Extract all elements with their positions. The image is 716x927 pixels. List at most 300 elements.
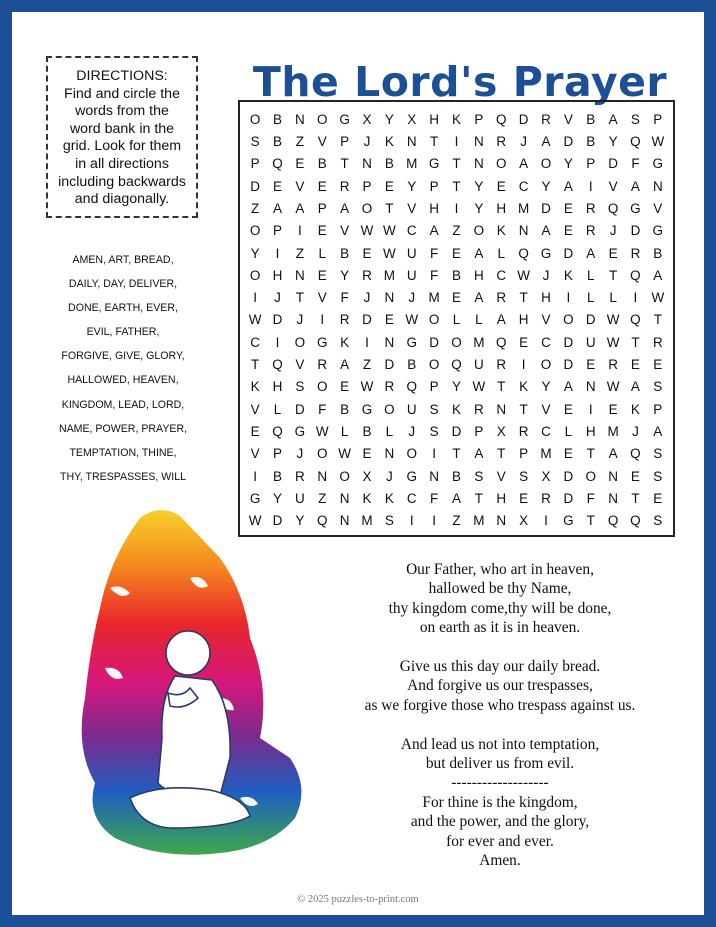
- grid-letter[interactable]: T: [631, 491, 640, 507]
- grid-letter[interactable]: P: [317, 200, 327, 216]
- grid-letter[interactable]: O: [451, 334, 462, 350]
- grid-letter[interactable]: Q: [406, 379, 418, 395]
- grid-letter[interactable]: J: [296, 312, 304, 328]
- grid-letter[interactable]: K: [384, 491, 394, 507]
- grid-letter[interactable]: N: [384, 446, 395, 462]
- grid-letter[interactable]: O: [317, 446, 328, 462]
- grid-letter[interactable]: T: [452, 446, 461, 462]
- grid-letter[interactable]: S: [429, 401, 439, 417]
- grid-letter[interactable]: O: [317, 111, 328, 127]
- grid-letter[interactable]: J: [520, 133, 527, 149]
- grid-letter[interactable]: R: [652, 334, 663, 350]
- grid-letter[interactable]: X: [496, 424, 506, 440]
- grid-letter[interactable]: P: [362, 178, 372, 194]
- grid-letter[interactable]: P: [474, 424, 484, 440]
- grid-letter[interactable]: T: [519, 290, 528, 306]
- grid-letter[interactable]: R: [630, 245, 641, 261]
- grid-letter[interactable]: J: [274, 290, 281, 306]
- grid-letter[interactable]: D: [563, 357, 574, 373]
- grid-letter[interactable]: R: [295, 468, 305, 484]
- grid-letter[interactable]: R: [496, 290, 507, 306]
- grid-letter[interactable]: D: [295, 401, 305, 417]
- grid-letter[interactable]: F: [631, 156, 640, 172]
- grid-letter[interactable]: K: [630, 401, 640, 417]
- grid-letter[interactable]: I: [432, 446, 436, 462]
- grid-letter[interactable]: S: [295, 379, 305, 395]
- grid-letter[interactable]: T: [340, 156, 349, 172]
- grid-letter[interactable]: S: [250, 133, 260, 149]
- grid-letter[interactable]: R: [384, 379, 395, 395]
- grid-letter[interactable]: E: [563, 446, 573, 462]
- grid-letter[interactable]: R: [541, 491, 551, 507]
- grid-letter[interactable]: N: [473, 156, 484, 172]
- grid-letter[interactable]: G: [249, 491, 261, 507]
- grid-letter[interactable]: A: [541, 133, 551, 149]
- grid-letter[interactable]: O: [361, 200, 373, 216]
- grid-letter[interactable]: W: [315, 424, 329, 440]
- grid-letter[interactable]: Q: [518, 245, 529, 261]
- grid-letter[interactable]: E: [384, 178, 394, 194]
- grid-letter[interactable]: R: [473, 401, 484, 417]
- grid-letter[interactable]: I: [298, 223, 302, 239]
- grid-letter[interactable]: W: [405, 312, 419, 328]
- grid-letter[interactable]: D: [541, 200, 551, 216]
- grid-letter[interactable]: V: [407, 200, 417, 216]
- grid-letter[interactable]: L: [340, 424, 349, 440]
- grid-letter[interactable]: H: [272, 379, 283, 395]
- grid-letter[interactable]: A: [474, 446, 484, 462]
- grid-letter[interactable]: E: [608, 401, 618, 417]
- grid-letter[interactable]: N: [518, 223, 529, 239]
- grid-letter[interactable]: E: [317, 223, 327, 239]
- grid-letter[interactable]: N: [362, 156, 372, 172]
- grid-letter[interactable]: R: [608, 357, 618, 373]
- grid-letter[interactable]: R: [362, 267, 372, 283]
- grid-letter[interactable]: E: [586, 357, 596, 373]
- grid-letter[interactable]: V: [250, 446, 260, 462]
- grid-letter[interactable]: T: [497, 379, 506, 395]
- grid-letter[interactable]: I: [253, 290, 258, 306]
- grid-letter[interactable]: D: [608, 156, 618, 172]
- grid-letter[interactable]: P: [653, 401, 663, 417]
- grid-letter[interactable]: Y: [340, 267, 350, 283]
- grid-letter[interactable]: B: [384, 156, 394, 172]
- grid-letter[interactable]: H: [496, 491, 507, 507]
- grid-letter[interactable]: A: [429, 223, 439, 239]
- grid-letter[interactable]: N: [429, 468, 439, 484]
- grid-letter[interactable]: H: [272, 267, 283, 283]
- grid-letter[interactable]: K: [250, 379, 260, 395]
- grid-letter[interactable]: A: [474, 245, 484, 261]
- grid-letter[interactable]: Q: [607, 513, 619, 529]
- grid-letter[interactable]: A: [630, 379, 640, 395]
- grid-letter[interactable]: X: [407, 111, 417, 127]
- grid-letter[interactable]: W: [651, 133, 665, 149]
- grid-letter[interactable]: G: [630, 200, 641, 216]
- grid-letter[interactable]: O: [339, 468, 350, 484]
- grid-letter[interactable]: N: [295, 111, 305, 127]
- grid-letter[interactable]: A: [474, 290, 484, 306]
- grid-letter[interactable]: A: [295, 200, 305, 216]
- grid-letter[interactable]: P: [519, 446, 529, 462]
- grid-letter[interactable]: R: [496, 133, 507, 149]
- grid-letter[interactable]: N: [406, 133, 417, 149]
- grid-letter[interactable]: E: [563, 200, 573, 216]
- grid-letter[interactable]: X: [541, 468, 551, 484]
- grid-letter[interactable]: T: [295, 290, 305, 306]
- grid-letter[interactable]: D: [585, 312, 596, 328]
- grid-letter[interactable]: E: [451, 245, 461, 261]
- grid-letter[interactable]: E: [519, 334, 529, 350]
- grid-letter[interactable]: E: [563, 223, 573, 239]
- grid-letter[interactable]: S: [474, 468, 484, 484]
- grid-letter[interactable]: G: [339, 111, 350, 127]
- grid-letter[interactable]: H: [585, 424, 596, 440]
- grid-letter[interactable]: E: [362, 245, 372, 261]
- grid-letter[interactable]: E: [653, 357, 663, 373]
- grid-letter[interactable]: A: [519, 156, 529, 172]
- grid-letter[interactable]: D: [630, 223, 641, 239]
- grid-letter[interactable]: N: [295, 267, 305, 283]
- grid-letter[interactable]: U: [473, 357, 484, 373]
- grid-letter[interactable]: N: [496, 401, 507, 417]
- grid-letter[interactable]: Q: [630, 312, 641, 328]
- grid-letter[interactable]: P: [250, 156, 260, 172]
- grid-letter[interactable]: E: [653, 491, 663, 507]
- grid-letter[interactable]: T: [474, 491, 483, 507]
- grid-letter[interactable]: T: [452, 178, 461, 194]
- grid-letter[interactable]: W: [360, 223, 374, 239]
- grid-letter[interactable]: N: [473, 133, 484, 149]
- grid-letter[interactable]: Q: [630, 133, 641, 149]
- grid-letter[interactable]: B: [273, 111, 283, 127]
- grid-letter[interactable]: A: [563, 379, 573, 395]
- grid-letter[interactable]: H: [496, 200, 507, 216]
- grid-letter[interactable]: L: [564, 424, 573, 440]
- grid-letter[interactable]: J: [386, 468, 393, 484]
- grid-letter[interactable]: G: [317, 334, 328, 350]
- grid-letter[interactable]: T: [497, 446, 506, 462]
- grid-letter[interactable]: G: [361, 401, 373, 417]
- grid-letter[interactable]: W: [383, 245, 396, 261]
- grid-letter[interactable]: A: [451, 491, 461, 507]
- grid-letter[interactable]: I: [544, 513, 548, 529]
- grid-letter[interactable]: O: [428, 357, 440, 373]
- grid-letter[interactable]: N: [317, 468, 328, 484]
- grid-letter[interactable]: R: [339, 312, 350, 328]
- grid-letter[interactable]: G: [428, 156, 440, 172]
- grid-letter[interactable]: M: [361, 513, 373, 529]
- grid-letter[interactable]: Q: [272, 424, 283, 440]
- grid-letter[interactable]: O: [495, 156, 507, 172]
- grid-letter[interactable]: M: [473, 513, 485, 529]
- grid-letter[interactable]: S: [630, 111, 640, 127]
- grid-letter[interactable]: A: [586, 245, 596, 261]
- grid-letter[interactable]: Y: [541, 379, 551, 395]
- grid-letter[interactable]: Y: [250, 245, 260, 261]
- grid-letter[interactable]: V: [295, 357, 305, 373]
- grid-letter[interactable]: E: [273, 178, 283, 194]
- grid-letter[interactable]: N: [496, 513, 507, 529]
- grid-letter[interactable]: O: [406, 446, 418, 462]
- grid-letter[interactable]: V: [317, 290, 327, 306]
- grid-letter[interactable]: I: [454, 200, 459, 216]
- grid-letter[interactable]: Q: [630, 446, 641, 462]
- grid-letter[interactable]: A: [541, 223, 551, 239]
- grid-letter[interactable]: V: [317, 133, 327, 149]
- grid-letter[interactable]: G: [652, 156, 664, 172]
- grid-letter[interactable]: B: [273, 468, 283, 484]
- grid-letter[interactable]: D: [563, 468, 574, 484]
- grid-letter[interactable]: B: [340, 401, 350, 417]
- grid-letter[interactable]: M: [540, 446, 552, 462]
- grid-letter[interactable]: J: [363, 133, 371, 149]
- grid-letter[interactable]: Y: [407, 178, 417, 194]
- grid-letter[interactable]: E: [384, 312, 394, 328]
- grid-letter[interactable]: X: [362, 111, 372, 127]
- grid-letter[interactable]: V: [496, 468, 506, 484]
- grid-letter[interactable]: I: [253, 468, 258, 484]
- grid-letter[interactable]: Y: [384, 111, 394, 127]
- grid-letter[interactable]: Z: [452, 513, 461, 529]
- grid-letter[interactable]: A: [653, 267, 663, 283]
- grid-letter[interactable]: D: [384, 357, 395, 373]
- grid-letter[interactable]: T: [631, 334, 640, 350]
- grid-letter[interactable]: B: [273, 133, 283, 149]
- grid-letter[interactable]: D: [518, 111, 529, 127]
- grid-letter[interactable]: F: [586, 491, 595, 507]
- grid-letter[interactable]: B: [586, 133, 596, 149]
- grid-letter[interactable]: D: [563, 334, 574, 350]
- grid-letter[interactable]: P: [474, 111, 484, 127]
- grid-letter[interactable]: R: [317, 357, 328, 373]
- grid-letter[interactable]: Y: [563, 156, 573, 172]
- grid-letter[interactable]: P: [586, 156, 596, 172]
- grid-letter[interactable]: A: [630, 178, 640, 194]
- grid-letter[interactable]: L: [586, 267, 595, 283]
- grid-letter[interactable]: T: [251, 357, 260, 373]
- grid-letter[interactable]: J: [363, 290, 371, 306]
- grid-letter[interactable]: T: [586, 513, 595, 529]
- grid-letter[interactable]: J: [408, 290, 416, 306]
- grid-letter[interactable]: R: [585, 223, 596, 239]
- grid-letter[interactable]: T: [385, 200, 394, 216]
- grid-letter[interactable]: L: [497, 245, 505, 261]
- grid-letter[interactable]: Y: [474, 200, 484, 216]
- grid-letter[interactable]: V: [608, 178, 618, 194]
- grid-letter[interactable]: Y: [295, 513, 305, 529]
- grid-letter[interactable]: I: [588, 178, 593, 194]
- grid-letter[interactable]: Z: [295, 245, 305, 261]
- grid-letter[interactable]: G: [540, 245, 552, 261]
- grid-letter[interactable]: V: [541, 312, 551, 328]
- grid-letter[interactable]: A: [340, 357, 350, 373]
- grid-letter[interactable]: Q: [495, 111, 507, 127]
- grid-letter[interactable]: V: [295, 178, 305, 194]
- grid-letter[interactable]: S: [429, 424, 439, 440]
- grid-letter[interactable]: F: [430, 245, 439, 261]
- grid-letter[interactable]: K: [451, 111, 461, 127]
- grid-letter[interactable]: S: [519, 468, 529, 484]
- grid-letter[interactable]: I: [633, 290, 638, 306]
- grid-letter[interactable]: A: [340, 200, 350, 216]
- grid-letter[interactable]: K: [563, 267, 573, 283]
- grid-letter[interactable]: Q: [495, 334, 507, 350]
- grid-letter[interactable]: F: [430, 267, 439, 283]
- grid-letter[interactable]: L: [475, 312, 483, 328]
- grid-letter[interactable]: I: [432, 513, 436, 529]
- grid-letter[interactable]: Z: [318, 491, 327, 507]
- grid-letter[interactable]: P: [429, 379, 439, 395]
- grid-letter[interactable]: Q: [272, 357, 283, 373]
- grid-letter[interactable]: E: [362, 446, 372, 462]
- grid-letter[interactable]: O: [249, 223, 261, 239]
- grid-letter[interactable]: P: [273, 223, 283, 239]
- grid-letter[interactable]: I: [566, 290, 571, 306]
- grid-letter[interactable]: K: [496, 223, 506, 239]
- grid-letter[interactable]: K: [340, 334, 350, 350]
- grid-letter[interactable]: V: [653, 200, 663, 216]
- grid-letter[interactable]: H: [541, 290, 551, 306]
- grid-letter[interactable]: N: [608, 491, 618, 507]
- grid-letter[interactable]: Q: [272, 156, 283, 172]
- grid-letter[interactable]: B: [362, 424, 372, 440]
- grid-letter[interactable]: D: [563, 491, 574, 507]
- grid-letter[interactable]: Z: [251, 200, 260, 216]
- grid-letter[interactable]: W: [383, 223, 396, 239]
- grid-letter[interactable]: E: [608, 245, 618, 261]
- grid-letter[interactable]: T: [519, 401, 528, 417]
- grid-letter[interactable]: O: [249, 111, 261, 127]
- grid-letter[interactable]: I: [365, 334, 369, 350]
- grid-letter[interactable]: M: [383, 267, 396, 283]
- grid-letter[interactable]: X: [519, 513, 529, 529]
- grid-letter[interactable]: E: [630, 357, 640, 373]
- grid-letter[interactable]: M: [607, 424, 619, 440]
- grid-letter[interactable]: I: [521, 357, 526, 373]
- grid-letter[interactable]: O: [294, 334, 306, 350]
- grid-letter[interactable]: E: [519, 491, 529, 507]
- grid-letter[interactable]: G: [294, 424, 306, 440]
- grid-letter[interactable]: W: [606, 379, 620, 395]
- grid-letter[interactable]: V: [541, 401, 551, 417]
- grid-letter[interactable]: E: [563, 401, 573, 417]
- grid-letter[interactable]: C: [250, 334, 261, 350]
- grid-letter[interactable]: V: [340, 223, 350, 239]
- grid-letter[interactable]: R: [496, 357, 507, 373]
- grid-letter[interactable]: B: [407, 357, 417, 373]
- grid-letter[interactable]: T: [452, 156, 461, 172]
- grid-letter[interactable]: M: [473, 334, 485, 350]
- grid-letter[interactable]: M: [406, 156, 418, 172]
- grid-letter[interactable]: D: [563, 133, 574, 149]
- grid-letter[interactable]: S: [653, 379, 663, 395]
- grid-letter[interactable]: V: [250, 401, 260, 417]
- grid-letter[interactable]: W: [517, 267, 530, 283]
- grid-letter[interactable]: J: [296, 446, 304, 462]
- grid-letter[interactable]: F: [318, 401, 327, 417]
- grid-letter[interactable]: O: [428, 312, 440, 328]
- grid-letter[interactable]: A: [653, 424, 663, 440]
- grid-letter[interactable]: W: [338, 446, 352, 462]
- grid-letter[interactable]: E: [295, 156, 305, 172]
- grid-letter[interactable]: Z: [452, 223, 461, 239]
- grid-letter[interactable]: K: [362, 491, 372, 507]
- grid-letter[interactable]: C: [541, 334, 551, 350]
- grid-letter[interactable]: B: [451, 267, 461, 283]
- grid-letter[interactable]: H: [473, 267, 484, 283]
- grid-letter[interactable]: F: [340, 290, 349, 306]
- grid-letter[interactable]: G: [406, 468, 418, 484]
- grid-letter[interactable]: C: [518, 178, 529, 194]
- grid-letter[interactable]: W: [651, 290, 665, 306]
- grid-letter[interactable]: T: [586, 446, 595, 462]
- grid-letter[interactable]: Y: [273, 491, 283, 507]
- grid-letter[interactable]: D: [451, 424, 462, 440]
- grid-letter[interactable]: W: [606, 334, 620, 350]
- grid-letter[interactable]: B: [653, 245, 663, 261]
- grid-letter[interactable]: P: [340, 133, 350, 149]
- grid-letter[interactable]: W: [360, 379, 374, 395]
- grid-letter[interactable]: S: [384, 513, 394, 529]
- grid-letter[interactable]: N: [652, 178, 663, 194]
- grid-letter[interactable]: Y: [608, 133, 618, 149]
- grid-letter[interactable]: O: [585, 468, 596, 484]
- grid-letter[interactable]: K: [384, 133, 394, 149]
- grid-letter[interactable]: E: [630, 468, 640, 484]
- grid-letter[interactable]: O: [384, 401, 395, 417]
- grid-letter[interactable]: Y: [451, 379, 461, 395]
- grid-letter[interactable]: A: [273, 200, 283, 216]
- grid-letter[interactable]: U: [406, 401, 417, 417]
- grid-letter[interactable]: R: [518, 424, 529, 440]
- grid-letter[interactable]: L: [385, 424, 394, 440]
- grid-letter[interactable]: I: [275, 334, 280, 350]
- grid-letter[interactable]: I: [409, 513, 414, 529]
- grid-letter[interactable]: H: [429, 200, 439, 216]
- grid-letter[interactable]: M: [428, 290, 440, 306]
- grid-letter[interactable]: I: [588, 401, 593, 417]
- grid-letter[interactable]: W: [248, 312, 262, 328]
- grid-letter[interactable]: N: [339, 513, 350, 529]
- grid-letter[interactable]: N: [384, 334, 395, 350]
- grid-letter[interactable]: A: [563, 178, 573, 194]
- grid-letter[interactable]: N: [608, 468, 618, 484]
- grid-letter[interactable]: E: [317, 178, 327, 194]
- grid-letter[interactable]: X: [362, 468, 372, 484]
- grid-letter[interactable]: E: [451, 290, 461, 306]
- grid-letter[interactable]: E: [317, 267, 327, 283]
- grid-letter[interactable]: I: [275, 245, 280, 261]
- grid-letter[interactable]: D: [250, 178, 261, 194]
- grid-letter[interactable]: L: [586, 290, 595, 306]
- grid-letter[interactable]: J: [632, 424, 639, 440]
- grid-letter[interactable]: R: [585, 200, 596, 216]
- grid-letter[interactable]: E: [496, 178, 506, 194]
- grid-letter[interactable]: E: [340, 379, 350, 395]
- grid-letter[interactable]: A: [608, 446, 618, 462]
- grid-letter[interactable]: J: [542, 267, 550, 283]
- grid-letter[interactable]: P: [653, 111, 663, 127]
- grid-letter[interactable]: O: [540, 156, 552, 172]
- grid-letter[interactable]: B: [340, 245, 350, 261]
- grid-letter[interactable]: B: [317, 156, 327, 172]
- grid-letter[interactable]: K: [519, 379, 529, 395]
- grid-letter[interactable]: E: [250, 424, 260, 440]
- grid-letter[interactable]: N: [585, 379, 596, 395]
- grid-letter[interactable]: U: [406, 245, 417, 261]
- grid-letter[interactable]: G: [652, 223, 664, 239]
